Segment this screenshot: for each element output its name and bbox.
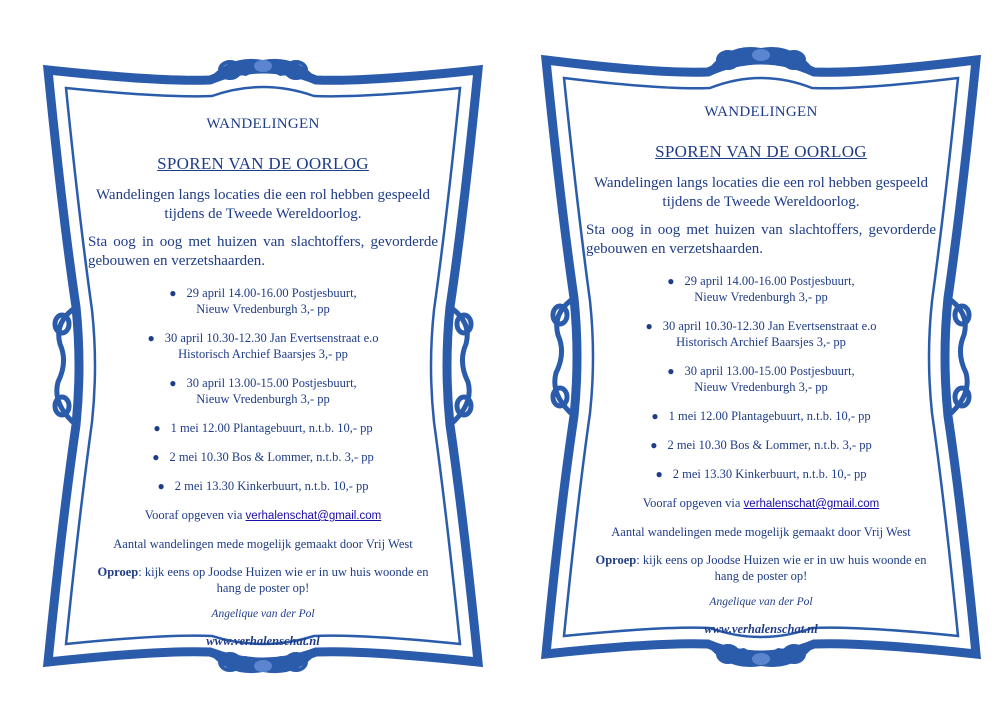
scroll-ornament-bottom xyxy=(208,652,318,673)
list-item xyxy=(88,375,438,407)
scroll-ornament-left xyxy=(55,307,76,425)
walk-line-1: 2 mei 10.30 Bos & Lommer, n.t.b. 3,- pp xyxy=(169,450,374,464)
list-item xyxy=(586,318,936,350)
flyer-intro: Wandelingen langs locaties die een rol hebben gespeeld tijdens de Tweede Wereldoorlog. xyxy=(593,175,929,210)
list-item xyxy=(586,273,936,305)
walk-line-1: 30 april 13.00-15.00 Postjesbuurt, xyxy=(186,376,357,390)
list-item xyxy=(586,363,936,395)
bullet-dot-icon: ● xyxy=(152,450,160,464)
flyer-intro-2: Sta oog in oog met huizen van slachtoffers, gevorderde gebouwen en verzetshaarden. xyxy=(586,222,936,257)
scroll-ornament-top xyxy=(706,47,816,72)
walk-line-2: Nieuw Vredenburgh 3,- pp xyxy=(694,380,828,394)
list-item xyxy=(586,437,936,453)
bullet-dot-icon: ● xyxy=(667,274,675,288)
author-name: Angelique van der Pol xyxy=(211,608,315,620)
author-name: Angelique van der Pol xyxy=(709,596,813,608)
walk-line-1: 2 mei 13.30 Kinkerbuurt, n.t.b. 10,- pp xyxy=(672,467,867,481)
call-text: : kijk eens op Joodse Huizen wie er in uw huis woonde en hang de poster op! xyxy=(138,565,429,595)
list-item xyxy=(88,478,438,494)
bullet-dot-icon: ● xyxy=(169,376,177,390)
scroll-ornament-left xyxy=(553,298,574,416)
walk-line-1: 30 april 10.30-12.30 Jan Evertsenstraat e.o xyxy=(662,319,877,333)
call-to-action xyxy=(88,564,438,596)
list-item xyxy=(88,330,438,362)
flyer-title: SPOREN VAN DE OORLOG xyxy=(157,154,369,173)
bullet-dot-icon: ● xyxy=(645,319,653,333)
walk-line-2: Nieuw Vredenburgh 3,- pp xyxy=(196,302,330,316)
list-item xyxy=(88,449,438,465)
bullet-dot-icon: ● xyxy=(651,409,659,423)
walk-line-2: Nieuw Vredenburgh 3,- pp xyxy=(694,290,828,304)
flyer-right xyxy=(538,40,984,674)
sponsor-note: Aantal wandelingen mede mogelijk gemaakt door Vrij West xyxy=(611,525,911,539)
walk-line-1: 1 mei 12.00 Plantagebuurt, n.t.b. 10,- pp xyxy=(170,421,373,435)
scroll-ornament-right xyxy=(450,307,471,425)
list-item xyxy=(586,466,936,482)
call-to-action xyxy=(586,552,936,584)
walk-line-2: Historisch Archief Baarsjes 3,- pp xyxy=(676,335,846,349)
walk-list xyxy=(586,273,936,482)
register-note xyxy=(586,495,936,512)
flyer-content xyxy=(88,116,438,649)
flyer-intro: Wandelingen langs locaties die een rol hebben gespeeld tijdens de Tweede Wereldoorlog. xyxy=(95,187,431,222)
walk-line-2: Nieuw Vredenburgh 3,- pp xyxy=(196,392,330,406)
register-note xyxy=(88,507,438,524)
sponsor-note: Aantal wandelingen mede mogelijk gemaakt door Vrij West xyxy=(113,537,413,551)
list-item xyxy=(88,285,438,317)
bullet-dot-icon: ● xyxy=(655,467,663,481)
register-prefix: Vooraf opgeven via xyxy=(642,496,744,510)
flyer-left xyxy=(40,52,486,680)
email-link[interactable]: verhalenschat@gmail.com xyxy=(245,510,382,522)
call-label: Oproep xyxy=(595,553,637,567)
call-label: Oproep xyxy=(97,565,139,579)
flyer-title: SPOREN VAN DE OORLOG xyxy=(655,142,867,161)
walk-line-1: 2 mei 10.30 Bos & Lommer, n.t.b. 3,- pp xyxy=(667,438,872,452)
walk-line-1: 29 april 14.00-16.00 Postjesbuurt, xyxy=(684,274,855,288)
flyer-content xyxy=(586,104,936,637)
list-item xyxy=(586,408,936,424)
walk-line-1: 1 mei 12.00 Plantagebuurt, n.t.b. 10,- pp xyxy=(668,409,871,423)
bullet-dot-icon: ● xyxy=(153,421,161,435)
bullet-dot-icon: ● xyxy=(157,479,165,493)
register-prefix: Vooraf opgeven via xyxy=(144,508,246,522)
flyer-intro-2: Sta oog in oog met huizen van slachtoffers, gevorderde gebouwen en verzetshaarden. xyxy=(88,234,438,269)
flyer-header: WANDELINGEN xyxy=(704,104,818,120)
walk-list xyxy=(88,285,438,494)
website-link[interactable]: www.verhalenschat.nl xyxy=(206,634,320,648)
walk-line-1: 2 mei 13.30 Kinkerbuurt, n.t.b. 10,- pp xyxy=(174,479,369,493)
call-text: : kijk eens op Joodse Huizen wie er in uw huis woonde en hang de poster op! xyxy=(636,553,927,583)
walk-line-1: 29 april 14.00-16.00 Postjesbuurt, xyxy=(186,286,357,300)
website-link[interactable]: www.verhalenschat.nl xyxy=(704,622,818,636)
flyer-header: WANDELINGEN xyxy=(206,116,320,132)
walk-line-1: 30 april 13.00-15.00 Postjesbuurt, xyxy=(684,364,855,378)
email-link[interactable]: verhalenschat@gmail.com xyxy=(743,498,880,510)
bullet-dot-icon: ● xyxy=(667,364,675,378)
bullet-dot-icon: ● xyxy=(650,438,658,452)
walk-line-1: 30 april 10.30-12.30 Jan Evertsenstraat e.o xyxy=(164,331,379,345)
scroll-ornament-top xyxy=(208,59,318,80)
scroll-ornament-bottom xyxy=(706,644,816,667)
scroll-ornament-right xyxy=(948,298,969,416)
bullet-dot-icon: ● xyxy=(169,286,177,300)
list-item xyxy=(88,420,438,436)
bullet-dot-icon: ● xyxy=(147,331,155,345)
walk-line-2: Historisch Archief Baarsjes 3,- pp xyxy=(178,347,348,361)
